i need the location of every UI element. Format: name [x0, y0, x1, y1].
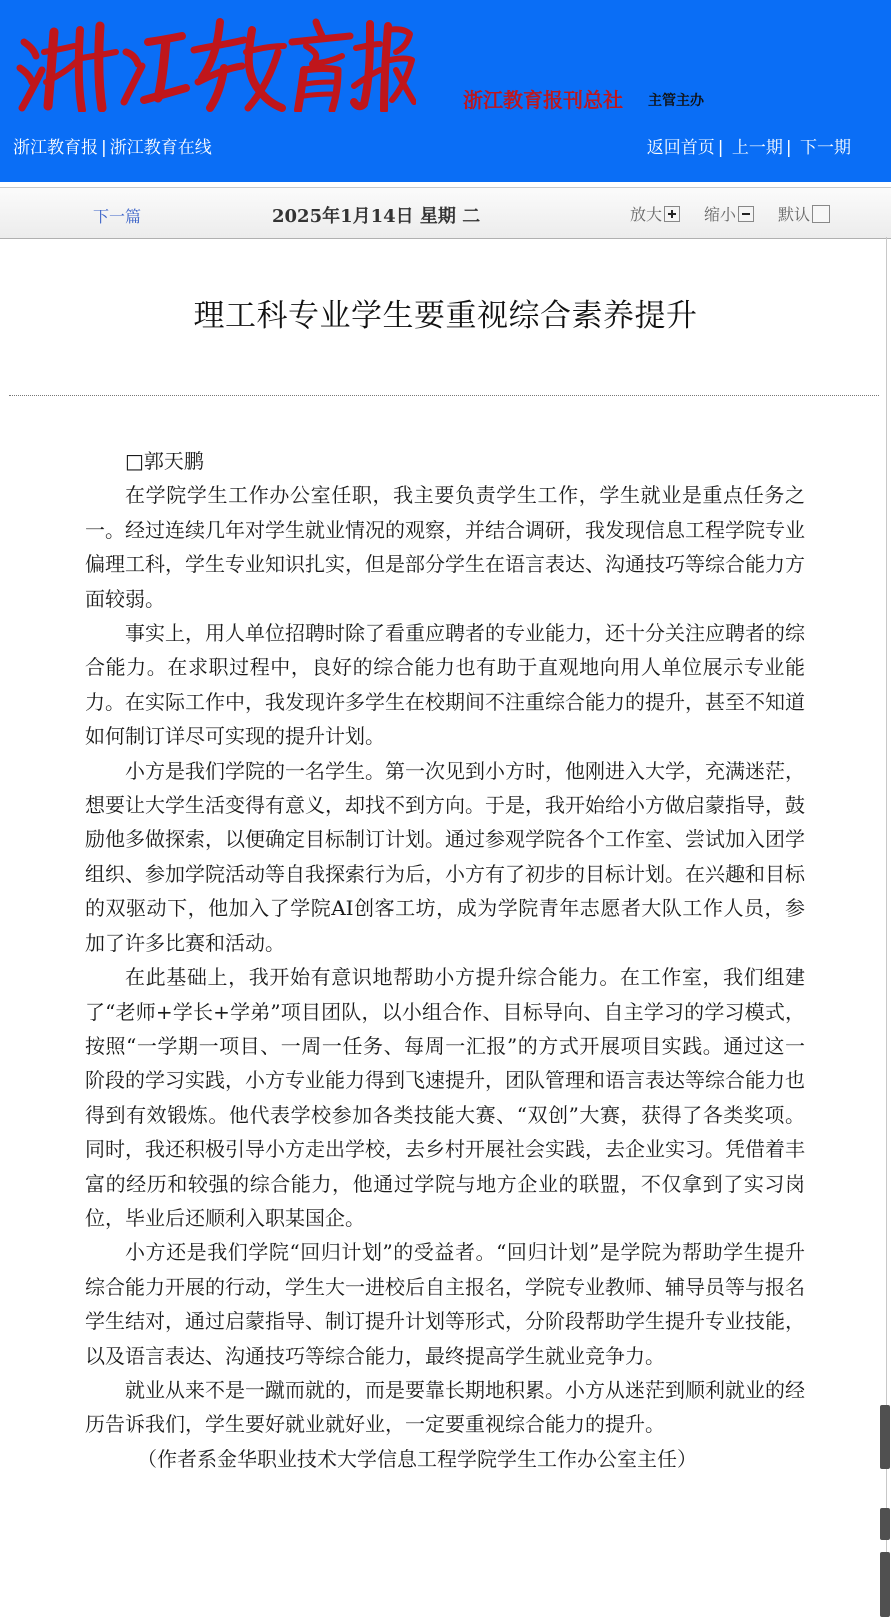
issue-navigation — [647, 133, 851, 158]
article-paragraph: 在学院学生工作办公室任职，我主要负责学生工作，学生就业是重点任务之一。经过连续几年对学生就业情况的观察，并结合调研，我发现信息工程学院专业偏理工科，学生专业知识扎实，但是部分学生在语言表达、沟通技巧等综合能力方面较弱。 — [85, 483, 805, 611]
zoom-in-label: 放大 — [630, 205, 663, 224]
article-paragraph: 在此基础上，我开始有意识地帮助小方提升综合能力。在工作室，我们组建了“老师+学长+学弟”项目团队，以小组合作、目标导向、自主学习的学习模式，按照“一学期一项目、一周一任务、每周一汇报”的方式开展项目实践。通过这一阶段的学习实践，小方专业能力得到飞速提升，团队管理和语言表达等综合能力也得到有效锻炼。他代表学校参加各类技能大赛、“双创”大赛，获得了各类奖项。同时，我还积极引导小方走出学校，去乡村开展社会实践，去企业实习。凭借着丰富的经历和较强的综合能力，他通过学院与地方企业的联盟，不仅拿到了实习岗位，毕业后还顺利入职某国企。 — [85, 965, 805, 1230]
link-zhejiang-education-online[interactable]: 浙江教育在线 — [109, 138, 212, 158]
site-links — [13, 133, 212, 158]
separator: | — [101, 138, 107, 158]
zoom-out-button[interactable] — [704, 202, 754, 225]
separator: | — [785, 138, 792, 158]
newspaper-logo — [16, 12, 416, 112]
author-note: （作者系金华职业技术大学信息工程学院学生工作办公室主任） — [137, 1446, 697, 1471]
next-issue-link[interactable]: 下一期 — [800, 138, 851, 158]
article-paragraph: 小方是我们学院的一名学生。第一次见到小方时，他刚进入大学，充满迷茫，想要让大学生活变得有意义，却找不到方向。于是，我开始给小方做启蒙指导，鼓励他多做探索，以便确定目标制订计划。通过参观学院各个工作室、尝试加入团学组织、参加学院活动等自我探索行为后，小方有了初步的目标计划。在兴趣和目标的双驱动下，他加入了学院AI创客工坊，成为学院青年志愿者大队工作人员，参加了许多比赛和活动。 — [85, 758, 805, 955]
article-body — [85, 444, 805, 1476]
zoom-default-button[interactable] — [778, 202, 830, 225]
zoom-in-button[interactable] — [630, 202, 680, 225]
link-zhejiang-education-paper[interactable]: 浙江教育报 — [13, 138, 98, 158]
separator: | — [717, 138, 724, 158]
previous-issue-link[interactable]: 上一期 — [731, 138, 783, 158]
title-divider — [9, 395, 879, 396]
article-paragraph: 小方还是我们学院“回归计划”的受益者。“回归计划”是学院为帮助学生提升综合能力开展的行动，学生大一进校后自主报名，学院专业教师、辅导员等与报名学生结对，通过启蒙指导、制订提升计划等形式，分阶段帮助学生提升专业技能，以及语言表达、沟通技巧等综合能力，最终提高学生就业竞争力。 — [85, 1240, 805, 1368]
zoom-default-label: 默认 — [778, 205, 811, 224]
issue-date: 2025年1月14日 星期 二 — [272, 206, 481, 227]
scrollbar-segment[interactable] — [880, 1552, 890, 1617]
back-home-link[interactable]: 返回首页 — [646, 138, 715, 158]
article-paragraph: 事实上，用人单位招聘时除了看重应聘者的专业能力，还十分关注应聘者的综合能力。在求职过程中，良好的综合能力也有助于直观地向用人单位展示专业能力。在实际工作中，我发现许多学生在校期间不注重综合能力的提升，甚至不知道如何制订详尽可实现的提升计划。 — [85, 621, 805, 749]
zoom-out-label: 缩小 — [704, 205, 737, 224]
publisher-role: 主管主办 — [648, 93, 704, 109]
scrollbar-thumb[interactable] — [880, 1405, 890, 1469]
article-toolbar — [0, 187, 891, 239]
article-author: □郭天鹏 — [125, 449, 204, 473]
reset-icon — [812, 205, 830, 223]
plus-icon — [664, 206, 680, 222]
scrollbar-segment[interactable] — [880, 1508, 890, 1540]
article-paragraph: 就业从来不是一蹴而就的，而是要靠长期地积累。小方从迷茫到顺利就业的经历告诉我们，学生要好就业就好业，一定要重视综合能力的提升。 — [85, 1377, 805, 1437]
article-title: 理工科专业学生要重视综合素养提升 — [193, 298, 698, 334]
minus-icon — [738, 206, 754, 222]
masthead — [0, 0, 891, 182]
publisher-name: 浙江教育报刊总社 — [463, 88, 623, 112]
next-article-link[interactable]: 下一篇 — [93, 207, 142, 226]
